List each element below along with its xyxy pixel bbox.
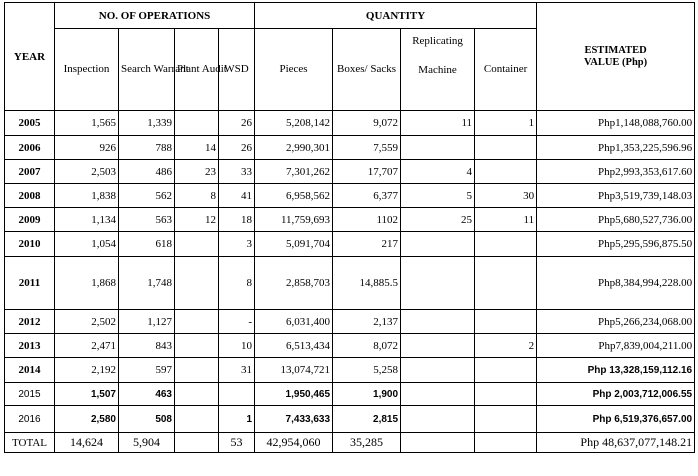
machine-cell [401,257,475,310]
machine-cell [401,136,475,160]
estimated-value-cell: Php5,295,596,875.50 [537,232,695,257]
wsd-cell: 8 [219,257,255,310]
estimated-value-cell: Php3,519,739,148.03 [537,184,695,208]
year-cell: 2008 [5,184,55,208]
wsd-cell: 1 [219,406,255,433]
search-warrant-cell: 486 [119,160,175,184]
wsd-cell: 31 [219,358,255,383]
container-cell [475,310,537,334]
inspection-cell: 1,868 [55,257,119,310]
estimated-value-cell: Php1,148,088,760.00 [537,111,695,136]
pieces-cell: 2,990,301 [255,136,333,160]
container-cell [475,136,537,160]
container-cell [475,358,537,383]
estimated-value-header [537,3,695,111]
total-pieces: 42,954,060 [255,433,333,453]
machine-cell [401,232,475,257]
machine-cell [401,358,475,383]
pieces-cell: 13,074,721 [255,358,333,383]
container-cell [475,383,537,406]
estimated-value-cell: Php1,353,225,596.96 [537,136,695,160]
estimated-value-cell: Php2,993,353,617.60 [537,160,695,184]
table-row [5,310,695,334]
table-row [5,111,695,136]
wsd-header: WSD [219,29,255,111]
total-plant-audit [175,433,219,453]
year-cell: 2010 [5,232,55,257]
pieces-cell: 7,433,633 [255,406,333,433]
estimated-value-cell: Php7,839,004,211.00 [537,334,695,358]
machine-cell [401,406,475,433]
search-warrant-cell: 563 [119,208,175,232]
pieces-cell: 2,858,703 [255,257,333,310]
table-row [5,160,695,184]
container-cell: 30 [475,184,537,208]
boxes-sacks-cell: 5,258 [333,358,401,383]
table-row [5,208,695,232]
total-label: TOTAL [5,433,55,453]
wsd-cell: 10 [219,334,255,358]
replicating-label: Replicating [412,35,463,47]
pieces-cell: 7,301,262 [255,160,333,184]
boxes-sacks-cell: 1,900 [333,383,401,406]
inspection-cell: 2,502 [55,310,119,334]
year-cell: 2014 [5,358,55,383]
table-row [5,358,695,383]
machine-cell [401,334,475,358]
machine-cell: 5 [401,184,475,208]
table-row [5,232,695,257]
search-warrant-cell: 1,339 [119,111,175,136]
search-warrant-cell: 463 [119,383,175,406]
year-cell: 2015 [5,383,55,406]
boxes-sacks-cell: 14,885.5 [333,257,401,310]
year-cell: 2005 [5,111,55,136]
plant-audit-cell: 14 [175,136,219,160]
estimated-value-cell: Php5,680,527,736.00 [537,208,695,232]
boxes-sacks-cell: 2,137 [333,310,401,334]
machine-cell [401,310,475,334]
plant-audit-cell: 12 [175,208,219,232]
year-cell: 2012 [5,310,55,334]
table-row [5,334,695,358]
inspection-cell: 926 [55,136,119,160]
boxes-sacks-cell: 9,072 [333,111,401,136]
inspection-cell: 1,838 [55,184,119,208]
plant-audit-cell: 23 [175,160,219,184]
search-warrant-cell: 843 [119,334,175,358]
container-cell [475,232,537,257]
pieces-header: Pieces [255,29,333,111]
search-warrant-cell: 1,748 [119,257,175,310]
year-cell: 2007 [5,160,55,184]
container-cell: 11 [475,208,537,232]
boxes-sacks-header: Boxes/ Sacks [333,29,401,111]
wsd-cell: 18 [219,208,255,232]
inspection-cell: 1,565 [55,111,119,136]
boxes-sacks-cell: 7,559 [333,136,401,160]
container-cell: 1 [475,111,537,136]
total-boxes: 35,285 [333,433,401,453]
pieces-cell: 6,513,434 [255,334,333,358]
plant-audit-cell [175,232,219,257]
pieces-cell: 11,759,693 [255,208,333,232]
search-warrant-header: Search Warrant [119,29,175,111]
plant-audit-cell [175,383,219,406]
inspection-cell: 2,580 [55,406,119,433]
wsd-cell: 26 [219,136,255,160]
wsd-cell: - [219,310,255,334]
search-warrant-cell: 508 [119,406,175,433]
container-header: Container [475,29,537,111]
estimated-value-cell: Php8,384,994,228.00 [537,257,695,310]
plant-audit-header: Plant Audit [175,29,219,111]
table-row [5,257,695,310]
boxes-sacks-cell: 2,815 [333,406,401,433]
quantity-header: QUANTITY [255,3,537,29]
wsd-cell: 41 [219,184,255,208]
table-footer [5,433,695,453]
operations-header: NO. OF OPERATIONS [55,3,255,29]
search-warrant-cell: 1,127 [119,310,175,334]
search-warrant-cell: 788 [119,136,175,160]
year-cell: 2011 [5,257,55,310]
machine-label: Machine [418,64,457,76]
inspection-cell: 1,054 [55,232,119,257]
year-cell: 2009 [5,208,55,232]
pieces-cell: 5,091,704 [255,232,333,257]
container-cell: 2 [475,334,537,358]
inspection-cell: 2,192 [55,358,119,383]
estimated-value-cell: Php5,266,234,068.00 [537,310,695,334]
plant-audit-cell: 8 [175,184,219,208]
search-warrant-cell: 618 [119,232,175,257]
replicating-machine-header [401,29,475,111]
boxes-sacks-cell: 8,072 [333,334,401,358]
pieces-cell: 6,958,562 [255,184,333,208]
boxes-sacks-cell: 6,377 [333,184,401,208]
total-search-warrant: 5,904 [119,433,175,453]
wsd-cell [219,383,255,406]
wsd-cell: 26 [219,111,255,136]
plant-audit-cell [175,406,219,433]
estimated-value-cell: Php 13,328,159,112.16 [537,358,695,383]
table-header [5,3,695,111]
year-cell: 2013 [5,334,55,358]
table-row [5,136,695,160]
container-cell [475,406,537,433]
inspection-header: Inspection [55,29,119,111]
operations-table [4,2,695,453]
inspection-cell: 1,134 [55,208,119,232]
container-cell [475,257,537,310]
inspection-cell: 2,471 [55,334,119,358]
total-wsd: 53 [219,433,255,453]
table-row [5,383,695,406]
total-inspection: 14,624 [55,433,119,453]
total-container [475,433,537,453]
plant-audit-cell [175,334,219,358]
search-warrant-cell: 562 [119,184,175,208]
machine-cell: 11 [401,111,475,136]
container-cell [475,160,537,184]
year-cell: 2006 [5,136,55,160]
plant-audit-cell [175,310,219,334]
estimated-value-cell: Php 6,519,376,657.00 [537,406,695,433]
boxes-sacks-cell: 217 [333,232,401,257]
total-row [5,433,695,453]
pieces-cell: 1,950,465 [255,383,333,406]
boxes-sacks-cell: 1102 [333,208,401,232]
year-header: YEAR [5,3,55,111]
table-row [5,406,695,433]
wsd-cell: 3 [219,232,255,257]
wsd-cell: 33 [219,160,255,184]
pieces-cell: 5,208,142 [255,111,333,136]
inspection-cell: 1,507 [55,383,119,406]
table-row [5,184,695,208]
plant-audit-cell [175,111,219,136]
machine-cell [401,383,475,406]
estimated-value-label: ESTIMATED VALUE (Php) [584,44,648,68]
total-value: Php 48,637,077,148.21 [537,433,695,453]
plant-audit-cell [175,358,219,383]
table-body [5,111,695,433]
total-machine [401,433,475,453]
plant-audit-cell [175,257,219,310]
year-cell: 2016 [5,406,55,433]
machine-cell: 25 [401,208,475,232]
inspection-cell: 2,503 [55,160,119,184]
machine-cell: 4 [401,160,475,184]
estimated-value-cell: Php 2,003,712,006.55 [537,383,695,406]
search-warrant-cell: 597 [119,358,175,383]
boxes-sacks-cell: 17,707 [333,160,401,184]
pieces-cell: 6,031,400 [255,310,333,334]
